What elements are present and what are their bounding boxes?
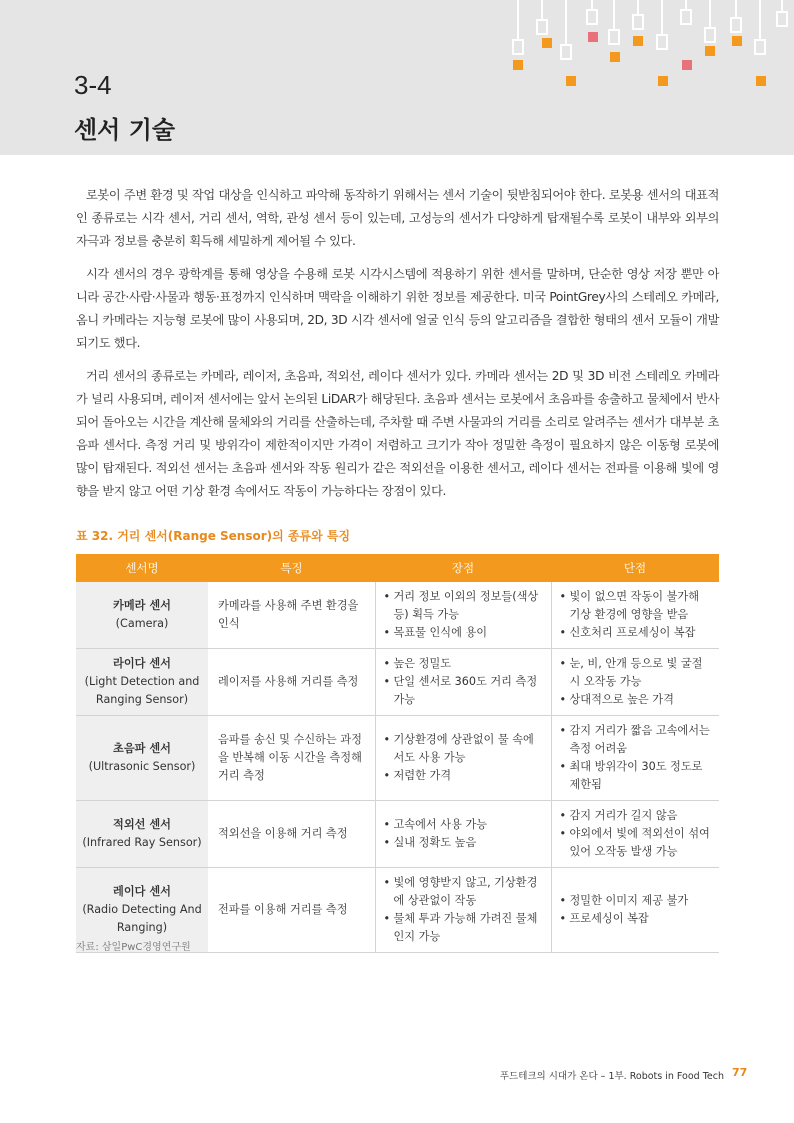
feature-cell: 음파를 송신 및 수신하는 과정을 반복해 이동 시간을 측정해 거리 측정 bbox=[208, 716, 375, 801]
pros-cell bbox=[375, 716, 551, 801]
sensor-name-en: (Infrared Ray Sensor) bbox=[82, 836, 202, 849]
table-row bbox=[76, 716, 719, 801]
page-number: 77 bbox=[732, 1066, 748, 1079]
pros-item: • 실내 정확도 높음 bbox=[384, 834, 543, 852]
cons-item: • 빛이 없으면 작동이 불가해 기상 환경에 영향을 받음 bbox=[560, 588, 712, 624]
decorative-pendant-pattern bbox=[500, 0, 794, 100]
header-pros: 장점 bbox=[375, 554, 551, 582]
paragraph-range-sensor: 거리 센서의 종류로는 카메라, 레이저, 초음파, 적외선, 레이다 센서가 있다. 카메라 센서는 2D 및 3D 비전 스테레오 카메라가 널리 사용되며, 레이저 센서에는 앞서 논의된 LiDAR가 해당된다. 초음파 센서는 로봇에서 초음파를 송출하고 물체에서 반사되어 돌아오는 시간을 계산해 물체와의 거리를 산출하는데, 주차할 때 주변 사물과의 거리를 소리로 알려주는 센서가 대부분 초음파 센서다. 측정 거리 및 방위각이 제한적이지만 가격이 저렴하고 크기가 작아 정밀한 측정이 필요하지 않은 이동형 로봇에 많이 탑재된다. 적외선 센서는 초음파 센서와 작동 원리가 같은 적외선을 이용한 센서고, 레이다 센서는 전파를 이용해 빛에 영향을 받지 않고 어떤 기상 환경 속에서도 작동이 가능하다는 장점이 있다. bbox=[76, 369, 719, 498]
cons-cell bbox=[551, 868, 719, 953]
sensor-name-ko: 적외선 센서 bbox=[113, 818, 171, 831]
header-sensor-name: 센서명 bbox=[76, 554, 208, 582]
cons-item: • 최대 방위각이 30도 정도로 제한됨 bbox=[560, 758, 712, 794]
sensor-name-cell bbox=[76, 801, 208, 868]
section-number: 3-4 bbox=[74, 70, 112, 100]
pros-item: • 저렴한 가격 bbox=[384, 767, 543, 785]
footer-text: 푸드테크의 시대가 온다 – 1부. Robots in Food Tech bbox=[499, 1071, 724, 1082]
cons-item: • 감지 거리가 짧음 고속에서는 측정 어려움 bbox=[560, 722, 712, 758]
range-sensor-table bbox=[76, 554, 719, 953]
pros-item: • 목표물 인식에 용이 bbox=[384, 624, 543, 642]
sensor-name-en: (Ultrasonic Sensor) bbox=[88, 760, 196, 773]
cons-cell bbox=[551, 582, 719, 649]
cons-item: • 야외에서 빛에 적외선이 섞여있어 오작동 발생 가능 bbox=[560, 825, 712, 861]
pros-cell bbox=[375, 649, 551, 716]
cons-item: • 상대적으로 높은 가격 bbox=[560, 691, 712, 709]
sensor-name-cell bbox=[76, 716, 208, 801]
table-row bbox=[76, 582, 719, 649]
sensor-name-en: (Light Detection and Ranging Sensor) bbox=[84, 675, 200, 706]
table-caption: 표 32. 거리 센서(Range Sensor)의 종류와 특징 bbox=[76, 529, 351, 543]
feature-cell: 레이저를 사용해 거리를 측정 bbox=[208, 649, 375, 716]
pros-item: • 단일 센서로 360도 거리 측정 가능 bbox=[384, 673, 543, 709]
cons-item: • 눈, 비, 안개 등으로 빛 굴절 시 오작동 가능 bbox=[560, 655, 712, 691]
sensor-name-ko: 레이다 센서 bbox=[113, 885, 171, 898]
sensor-name-en: (Radio Detecting And Ranging) bbox=[82, 903, 202, 934]
sensor-name-en: (Camera) bbox=[115, 617, 169, 630]
header-feature: 특징 bbox=[208, 554, 375, 582]
pros-cell bbox=[375, 582, 551, 649]
pros-item: • 거리 정보 이외의 정보들(색상 등) 획득 가능 bbox=[384, 588, 543, 624]
pros-item: • 물체 투과 가능해 가려진 물체 인지 가능 bbox=[384, 910, 543, 946]
feature-cell: 전파를 이용해 거리를 측정 bbox=[208, 868, 375, 953]
pros-item: • 높은 정밀도 bbox=[384, 655, 543, 673]
section-title: 센서 기술 bbox=[74, 116, 176, 144]
cons-item: • 신호처리 프로세싱이 복잡 bbox=[560, 624, 712, 642]
pros-item: • 기상환경에 상관없이 물 속에서도 사용 가능 bbox=[384, 731, 543, 767]
cons-item: • 감지 거리가 길지 않음 bbox=[560, 807, 712, 825]
sensor-name-ko: 초음파 센서 bbox=[113, 742, 171, 755]
cons-item: • 정밀한 이미지 제공 불가 bbox=[560, 892, 712, 910]
feature-cell: 적외선을 이용해 거리 측정 bbox=[208, 801, 375, 868]
pros-item: • 빛에 영향받지 않고, 기상환경에 상관없이 작동 bbox=[384, 874, 543, 910]
sensor-name-ko: 라이다 센서 bbox=[113, 657, 171, 670]
pros-cell bbox=[375, 801, 551, 868]
feature-cell: 카메라를 사용해 주변 환경을 인식 bbox=[208, 582, 375, 649]
sensor-name-ko: 카메라 센서 bbox=[113, 599, 171, 612]
pros-cell bbox=[375, 868, 551, 953]
cons-cell bbox=[551, 649, 719, 716]
sensor-name-cell bbox=[76, 582, 208, 649]
cons-cell bbox=[551, 716, 719, 801]
table-source: 자료: 삼일PwC경영연구원 bbox=[76, 942, 191, 953]
cons-item: • 프로세싱이 복잡 bbox=[560, 910, 712, 928]
table-header-row bbox=[76, 554, 719, 582]
table-row bbox=[76, 649, 719, 716]
table-row bbox=[76, 801, 719, 868]
header-cons: 단점 bbox=[551, 554, 719, 582]
pros-item: • 고속에서 사용 가능 bbox=[384, 816, 543, 834]
sensor-name-cell bbox=[76, 649, 208, 716]
paragraph-vision-sensor: 시각 센서의 경우 광학계를 통해 영상을 수용해 로봇 시각시스템에 적용하기 위한 센서를 말하며, 단순한 영상 저장 뿐만 아니라 공간·사람·사물과 행동·표정까지 인식하며 맥락을 이해하기 위한 정보를 제공한다. 미국 PointGrey사의 스테레오 카메라, 옴니 카메라는 지능형 로봇에 많이 사용되며, 2D, 3D 시각 센서에 얼굴 인식 등의 알고리즘을 결합한 형태의 센서 모듈이 개발되기도 했다. bbox=[76, 267, 719, 350]
paragraph-sensor-overview: 로봇이 주변 환경 및 작업 대상을 인식하고 파악해 동작하기 위해서는 센서 기술이 뒷받침되어야 한다. 로봇용 센서의 대표적인 종류로는 시각 센서, 거리 센서, 역학, 관성 센서 등이 있는데, 고성능의 센서가 다양하게 탑재될수록 로봇이 내부와 외부의 자극과 정보를 충분히 획득해 세밀하게 제어될 수 있다. bbox=[76, 188, 719, 248]
cons-cell bbox=[551, 801, 719, 868]
